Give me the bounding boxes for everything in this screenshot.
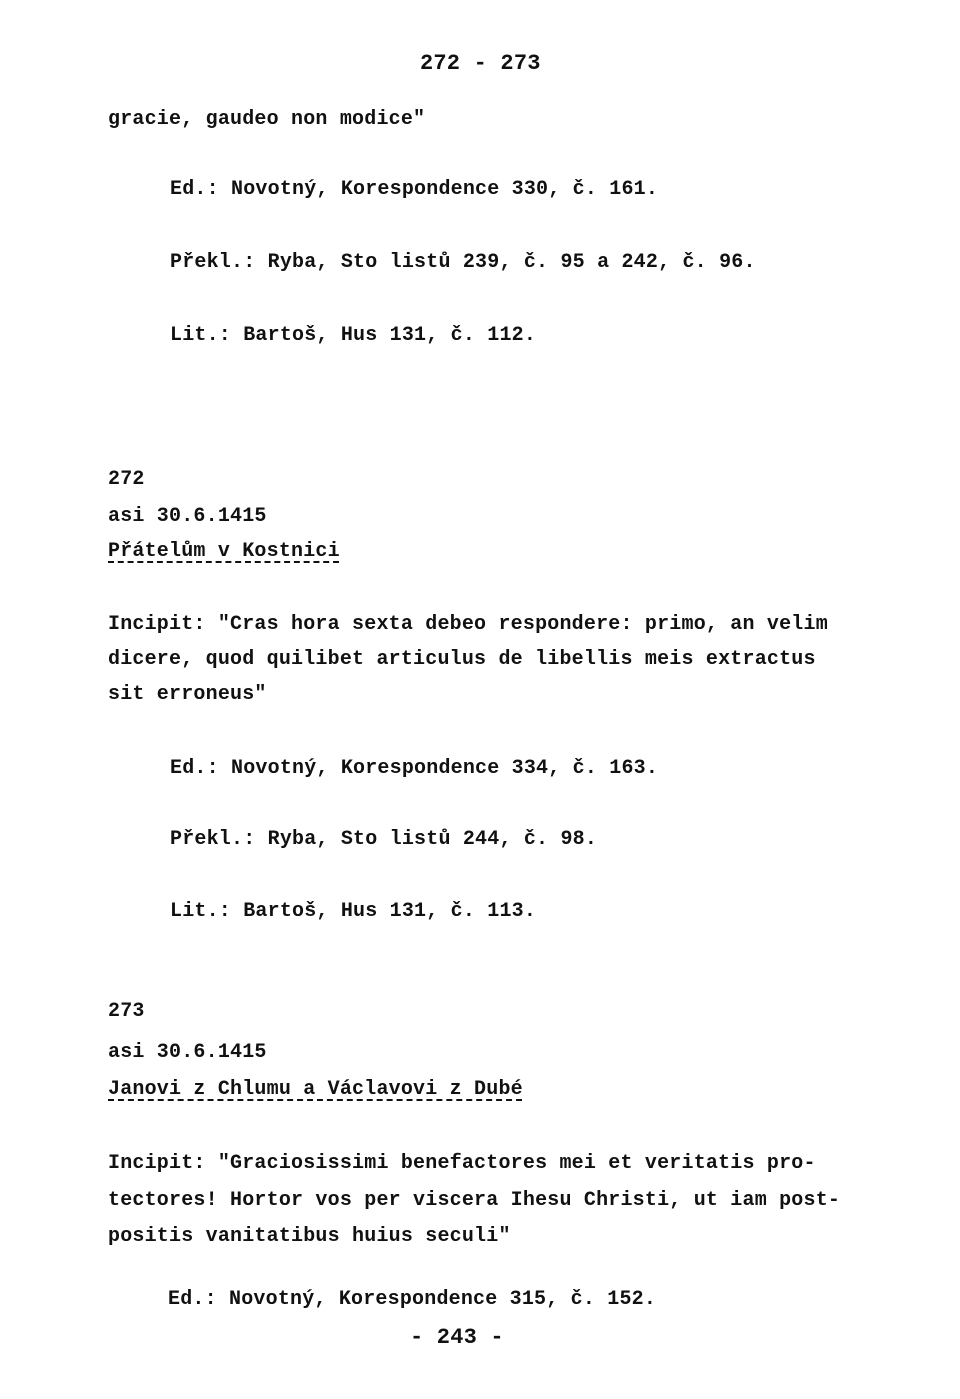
entry-273-recipient: Janovi z Chlumu a Václavovi z Dubé: [108, 1078, 523, 1101]
entry-272-incipit-line-3: sit erroneus": [108, 683, 267, 706]
entry-272-incipit-line-1: Incipit: "Cras hora sexta debeo respondere: primo, an velim: [108, 613, 828, 636]
page-footer: - 243 -: [410, 1325, 504, 1350]
continuation-text: gracie, gaudeo non modice": [108, 108, 426, 131]
entry-273-edition: Ed.: Novotný, Korespondence 315, č. 152.: [168, 1288, 657, 1311]
entry-273-number: 273: [108, 1000, 145, 1023]
continuation-translation: Překl.: Ryba, Sto listů 239, č. 95 a 242, č. 96.: [170, 251, 756, 274]
entry-272-date: asi 30.6.1415: [108, 505, 267, 528]
entry-272-edition: Ed.: Novotný, Korespondence 334, č. 163.: [170, 757, 659, 780]
continuation-edition: Ed.: Novotný, Korespondence 330, č. 161.: [170, 178, 659, 201]
entry-273-incipit-line-2: tectores! Hortor vos per viscera Ihesu Christi, ut iam post-: [108, 1189, 841, 1212]
continuation-literature: Lit.: Bartoš, Hus 131, č. 112.: [170, 324, 537, 347]
entry-273-incipit-line-3: positis vanitatibus huius seculi": [108, 1225, 511, 1248]
entry-272-literature: Lit.: Bartoš, Hus 131, č. 113.: [170, 900, 537, 923]
entry-272-incipit-line-2: dicere, quod quilibet articulus de libellis meis extractus: [108, 648, 816, 671]
entry-272-number: 272: [108, 468, 145, 491]
entry-273-incipit-line-1: Incipit: "Graciosissimi benefactores mei et veritatis pro-: [108, 1152, 816, 1175]
entry-272-translation: Překl.: Ryba, Sto listů 244, č. 98.: [170, 828, 598, 851]
entry-272-recipient: Přátelům v Kostnici: [108, 540, 340, 563]
page-header: 272 - 273: [420, 51, 541, 76]
entry-273-date: asi 30.6.1415: [108, 1041, 267, 1064]
